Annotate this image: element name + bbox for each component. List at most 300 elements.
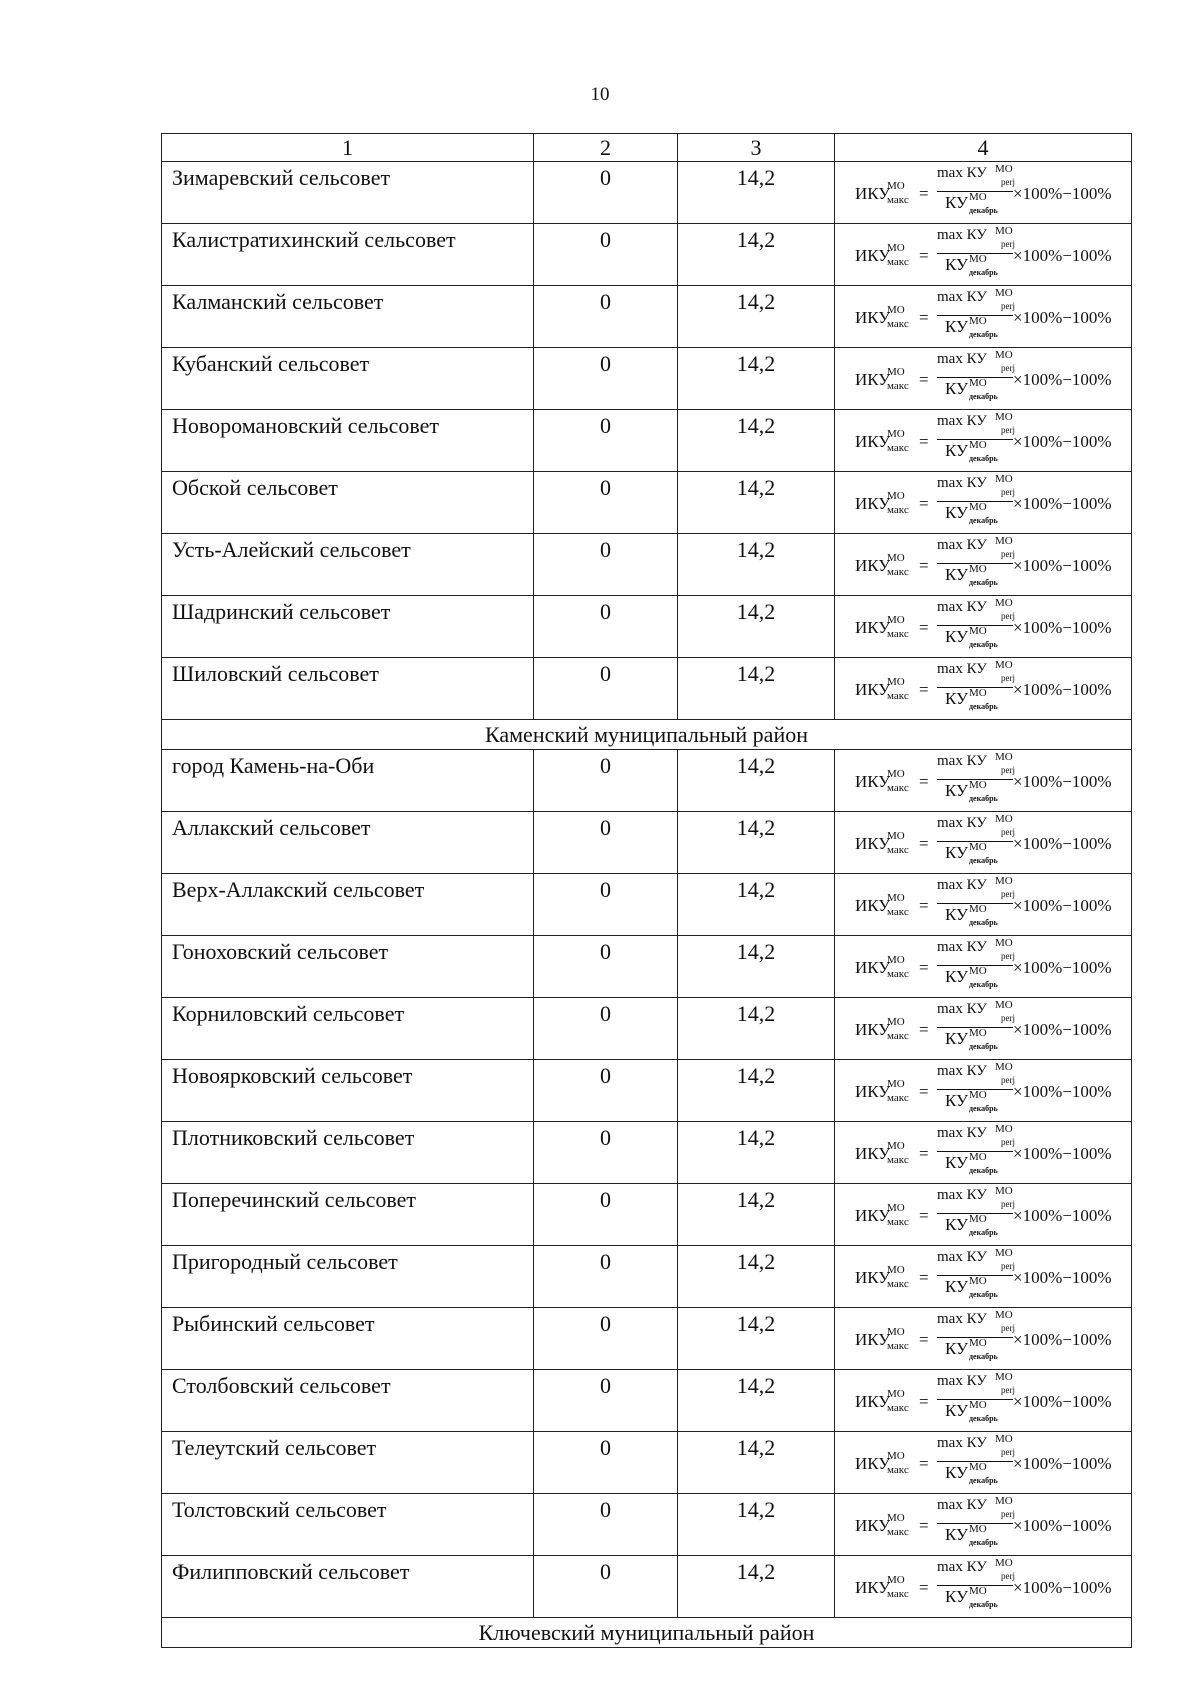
formula-numerator-superscript: МО [995,659,1013,671]
table-row [162,348,1132,410]
formula-numerator: max КУ [937,1435,987,1451]
formula-denominator-subscript: декабрь [969,640,998,649]
formula-numerator: max КУ [937,165,987,181]
formula-lhs: ИКУ [855,1516,891,1535]
table-row [162,658,1132,720]
column-3-value: 14,2 [678,348,835,410]
formula-denominator: КУ [945,1463,969,1482]
formula-denominator: КУ [945,1277,969,1296]
formula-denominator-superscript: МО [969,1151,987,1163]
formula-cell [835,410,1132,472]
formula-numerator: max КУ [937,1187,987,1203]
formula-numerator-superscript: МО [995,937,1013,949]
formula-lhs: ИКУ [855,1578,891,1597]
formula-denominator-superscript: МО [969,191,987,203]
formula-denominator-subscript: декабрь [969,794,998,803]
formula-lhs-superscript: МО [887,1078,905,1090]
formula-denominator-superscript: МО [969,965,987,977]
formula-equals: = [919,958,929,977]
formula-numerator-subscript: perj [1001,1571,1015,1581]
formula-denominator-superscript: МО [969,1213,987,1225]
formula-lhs-superscript: МО [887,490,905,502]
index-formula [845,1494,1127,1552]
formula-lhs-subscript: макс [887,1588,909,1600]
municipality-name: Телеутский сельсовет [162,1432,534,1494]
formula-numerator-superscript: МО [995,1309,1013,1321]
formula-tail: ×100%−100% [1013,772,1112,791]
formula-lhs-superscript: МО [887,366,905,378]
formula-cell [835,1122,1132,1184]
formula-cell [835,874,1132,936]
formula-lhs-subscript: макс [887,1030,909,1042]
municipality-name: Поперечинский сельсовет [162,1184,534,1246]
formula-tail: ×100%−100% [1013,370,1112,389]
formula-denominator-subscript: декабрь [969,980,998,989]
formula-denominator-superscript: МО [969,563,987,575]
formula-lhs: ИКУ [855,1082,891,1101]
formula-numerator-superscript: МО [995,813,1013,825]
column-header-4: 4 [835,134,1132,162]
formula-lhs-subscript: макс [887,256,909,268]
formula-lhs: ИКУ [855,432,891,451]
formula-tail: ×100%−100% [1013,896,1112,915]
formula-lhs: ИКУ [855,1206,891,1225]
formula-cell [835,162,1132,224]
formula-numerator-subscript: perj [1001,1323,1015,1333]
formula-numerator: max КУ [937,1001,987,1017]
formula-denominator-superscript: МО [969,1461,987,1473]
table-row [162,1556,1132,1618]
column-3-value: 14,2 [678,162,835,224]
index-formula [845,1184,1127,1242]
column-2-value: 0 [534,1432,678,1494]
formula-lhs: ИКУ [855,896,891,915]
formula-denominator-superscript: МО [969,903,987,915]
formula-denominator: КУ [945,255,969,274]
formula-denominator-superscript: МО [969,501,987,513]
index-formula [845,750,1127,808]
index-formula [845,596,1127,654]
formula-numerator-subscript: perj [1001,765,1015,775]
formula-cell [835,936,1132,998]
column-2-value: 0 [534,812,678,874]
formula-numerator-superscript: МО [995,1247,1013,1259]
formula-numerator: max КУ [937,599,987,615]
formula-numerator: max КУ [937,939,987,955]
table-row [162,596,1132,658]
formula-lhs: ИКУ [855,834,891,853]
formula-cell [835,998,1132,1060]
formula-denominator: КУ [945,193,969,212]
formula-denominator-superscript: МО [969,315,987,327]
formula-denominator-superscript: МО [969,377,987,389]
formula-numerator-superscript: МО [995,1557,1013,1569]
column-2-value: 0 [534,1060,678,1122]
column-2-value: 0 [534,224,678,286]
formula-lhs: ИКУ [855,680,891,699]
formula-numerator: max КУ [937,1249,987,1265]
index-formula [845,936,1127,994]
formula-numerator-superscript: МО [995,349,1013,361]
formula-lhs-subscript: макс [887,1278,909,1290]
formula-tail: ×100%−100% [1013,1392,1112,1411]
formula-lhs: ИКУ [855,1144,891,1163]
formula-denominator: КУ [945,905,969,924]
formula-denominator: КУ [945,317,969,336]
formula-lhs-subscript: макс [887,442,909,454]
municipality-name: Зимаревский сельсовет [162,162,534,224]
formula-equals: = [919,1578,929,1597]
index-formula [845,1556,1127,1614]
formula-equals: = [919,1454,929,1473]
column-2-value: 0 [534,1308,678,1370]
column-3-value: 14,2 [678,936,835,998]
formula-lhs-subscript: макс [887,628,909,640]
formula-numerator: max КУ [937,413,987,429]
formula-equals: = [919,1516,929,1535]
formula-numerator: max КУ [937,815,987,831]
formula-denominator: КУ [945,441,969,460]
formula-denominator: КУ [945,843,969,862]
formula-equals: = [919,834,929,853]
table-row [162,1246,1132,1308]
formula-equals: = [919,618,929,637]
formula-lhs-superscript: МО [887,242,905,254]
table-row [162,534,1132,596]
formula-denominator: КУ [945,627,969,646]
formula-denominator: КУ [945,781,969,800]
formula-denominator-superscript: МО [969,625,987,637]
column-header-3: 3 [678,134,835,162]
column-2-value: 0 [534,1556,678,1618]
formula-denominator-subscript: декабрь [969,454,998,463]
column-3-value: 14,2 [678,1184,835,1246]
formula-equals: = [919,1268,929,1287]
formula-cell [835,750,1132,812]
column-3-value: 14,2 [678,1432,835,1494]
formula-equals: = [919,184,929,203]
formula-denominator: КУ [945,1401,969,1420]
formula-denominator-subscript: декабрь [969,392,998,401]
formula-numerator-superscript: МО [995,751,1013,763]
formula-cell [835,286,1132,348]
column-3-value: 14,2 [678,1308,835,1370]
formula-lhs: ИКУ [855,1392,891,1411]
formula-denominator: КУ [945,1587,969,1606]
index-formula [845,874,1127,932]
column-2-value: 0 [534,1370,678,1432]
table-row [162,750,1132,812]
table-row [162,224,1132,286]
formula-numerator-subscript: perj [1001,1509,1015,1519]
formula-tail: ×100%−100% [1013,1082,1112,1101]
formula-numerator: max КУ [937,1559,987,1575]
formula-lhs: ИКУ [855,494,891,513]
formula-numerator-superscript: МО [995,535,1013,547]
formula-lhs-subscript: макс [887,782,909,794]
column-2-value: 0 [534,286,678,348]
formula-equals: = [919,432,929,451]
formula-numerator-subscript: perj [1001,1261,1015,1271]
formula-denominator-subscript: декабрь [969,578,998,587]
formula-lhs-subscript: макс [887,1340,909,1352]
formula-numerator-superscript: МО [995,1185,1013,1197]
formula-cell [835,1432,1132,1494]
index-formula [845,534,1127,592]
formula-lhs-superscript: МО [887,768,905,780]
index-formula [845,286,1127,344]
page-number: 10 [590,84,610,105]
formula-equals: = [919,308,929,327]
formula-lhs: ИКУ [855,1454,891,1473]
formula-numerator-superscript: МО [995,225,1013,237]
formula-lhs: ИКУ [855,772,891,791]
column-3-value: 14,2 [678,812,835,874]
index-formula [845,472,1127,530]
table-row [162,874,1132,936]
formula-denominator: КУ [945,1339,969,1358]
formula-lhs-superscript: МО [887,830,905,842]
formula-denominator-subscript: декабрь [969,1042,998,1051]
municipality-name: Калистратихинский сельсовет [162,224,534,286]
formula-numerator: max КУ [937,1125,987,1141]
formula-denominator-subscript: декабрь [969,330,998,339]
column-3-value: 14,2 [678,1556,835,1618]
table-row [162,1432,1132,1494]
table-row [162,1122,1132,1184]
formula-denominator-subscript: декабрь [969,268,998,277]
formula-numerator-superscript: МО [995,1123,1013,1135]
formula-lhs: ИКУ [855,1330,891,1349]
table-row [162,936,1132,998]
index-formula [845,348,1127,406]
table-row [162,1184,1132,1246]
table-row [162,998,1132,1060]
column-2-value: 0 [534,472,678,534]
formula-denominator-subscript: декабрь [969,918,998,927]
formula-lhs-subscript: макс [887,968,909,980]
formula-numerator: max КУ [937,289,987,305]
formula-lhs-superscript: МО [887,1388,905,1400]
table-row [162,1494,1132,1556]
column-3-value: 14,2 [678,1060,835,1122]
formula-equals: = [919,556,929,575]
formula-numerator: max КУ [937,877,987,893]
formula-denominator-superscript: МО [969,841,987,853]
formula-numerator: max КУ [937,475,987,491]
formula-equals: = [919,1020,929,1039]
formula-denominator-subscript: декабрь [969,702,998,711]
column-2-value: 0 [534,874,678,936]
column-3-value: 14,2 [678,750,835,812]
formula-lhs-subscript: макс [887,690,909,702]
formula-numerator: max КУ [937,753,987,769]
formula-denominator-superscript: МО [969,1399,987,1411]
formula-equals: = [919,680,929,699]
column-2-value: 0 [534,596,678,658]
formula-equals: = [919,896,929,915]
formula-equals: = [919,370,929,389]
formula-numerator-subscript: perj [1001,1199,1015,1209]
formula-cell [835,812,1132,874]
formula-equals: = [919,1330,929,1349]
formula-denominator-subscript: декабрь [969,1104,998,1113]
formula-denominator: КУ [945,379,969,398]
municipality-name: город Камень-на-Оби [162,750,534,812]
formula-numerator-subscript: perj [1001,951,1015,961]
column-3-value: 14,2 [678,534,835,596]
formula-numerator-superscript: МО [995,1495,1013,1507]
formula-denominator: КУ [945,503,969,522]
formula-tail: ×100%−100% [1013,308,1112,327]
formula-numerator-subscript: perj [1001,301,1015,311]
index-formula [845,1060,1127,1118]
column-3-value: 14,2 [678,1494,835,1556]
formula-numerator-superscript: МО [995,473,1013,485]
formula-denominator: КУ [945,1215,969,1234]
formula-denominator: КУ [945,1153,969,1172]
formula-denominator-subscript: декабрь [969,856,998,865]
formula-lhs-superscript: МО [887,1264,905,1276]
formula-lhs-subscript: макс [887,318,909,330]
formula-equals: = [919,494,929,513]
formula-lhs-superscript: МО [887,1512,905,1524]
formula-lhs-superscript: МО [887,1140,905,1152]
formula-equals: = [919,1392,929,1411]
formula-numerator: max КУ [937,1311,987,1327]
formula-equals: = [919,1144,929,1163]
formula-denominator: КУ [945,565,969,584]
municipality-name: Шиловский сельсовет [162,658,534,720]
formula-lhs: ИКУ [855,556,891,575]
formula-cell [835,658,1132,720]
formula-tail: ×100%−100% [1013,834,1112,853]
column-3-value: 14,2 [678,1370,835,1432]
formula-tail: ×100%−100% [1013,1516,1112,1535]
formula-numerator-superscript: МО [995,1433,1013,1445]
column-2-value: 0 [534,750,678,812]
column-3-value: 14,2 [678,596,835,658]
table-row [162,286,1132,348]
formula-lhs: ИКУ [855,958,891,977]
formula-denominator-superscript: МО [969,687,987,699]
formula-denominator-subscript: декабрь [969,1600,998,1609]
formula-lhs-superscript: МО [887,180,905,192]
formula-lhs-superscript: МО [887,1574,905,1586]
formula-equals: = [919,1206,929,1225]
formula-cell [835,534,1132,596]
formula-denominator-subscript: декабрь [969,1228,998,1237]
formula-tail: ×100%−100% [1013,1206,1112,1225]
formula-numerator-superscript: МО [995,999,1013,1011]
formula-lhs-subscript: макс [887,194,909,206]
column-2-value: 0 [534,998,678,1060]
column-3-value: 14,2 [678,410,835,472]
formula-tail: ×100%−100% [1013,432,1112,451]
municipality-name: Аллакский сельсовет [162,812,534,874]
formula-tail: ×100%−100% [1013,494,1112,513]
formula-denominator-subscript: декабрь [969,1352,998,1361]
index-formula [845,1308,1127,1366]
column-3-value: 14,2 [678,1246,835,1308]
municipality-name: Верх-Аллакский сельсовет [162,874,534,936]
formula-denominator: КУ [945,1091,969,1110]
index-formula [845,1122,1127,1180]
formula-denominator-superscript: МО [969,1089,987,1101]
tariff-index-table [161,133,1132,1648]
table-row [162,812,1132,874]
index-formula [845,1246,1127,1304]
table-body [162,134,1132,1648]
formula-lhs-superscript: МО [887,614,905,626]
index-formula [845,410,1127,468]
formula-denominator-subscript: декабрь [969,206,998,215]
formula-numerator-subscript: perj [1001,239,1015,249]
index-formula [845,162,1127,220]
formula-lhs: ИКУ [855,246,891,265]
formula-denominator-subscript: декабрь [969,1538,998,1547]
column-2-value: 0 [534,348,678,410]
formula-lhs-superscript: МО [887,1016,905,1028]
formula-numerator-subscript: perj [1001,177,1015,187]
formula-numerator-superscript: МО [995,597,1013,609]
formula-numerator: max КУ [937,661,987,677]
formula-numerator-superscript: МО [995,875,1013,887]
formula-denominator: КУ [945,967,969,986]
formula-denominator-superscript: МО [969,253,987,265]
table-row [162,410,1132,472]
formula-denominator-superscript: МО [969,779,987,791]
column-3-value: 14,2 [678,224,835,286]
column-2-value: 0 [534,1494,678,1556]
formula-tail: ×100%−100% [1013,556,1112,575]
formula-numerator-superscript: МО [995,411,1013,423]
formula-cell [835,1308,1132,1370]
formula-denominator: КУ [945,1029,969,1048]
formula-numerator: max КУ [937,227,987,243]
municipality-name: Филипповский сельсовет [162,1556,534,1618]
formula-numerator-subscript: perj [1001,827,1015,837]
formula-denominator-superscript: МО [969,1275,987,1287]
formula-lhs-subscript: макс [887,1154,909,1166]
table-row [162,162,1132,224]
column-2-value: 0 [534,1184,678,1246]
formula-numerator: max КУ [937,1063,987,1079]
section-row [162,720,1132,750]
formula-lhs-superscript: МО [887,552,905,564]
column-2-value: 0 [534,1122,678,1184]
table-row [162,1370,1132,1432]
formula-cell [835,472,1132,534]
formula-lhs: ИКУ [855,184,891,203]
formula-numerator-subscript: perj [1001,487,1015,497]
formula-lhs: ИКУ [855,1268,891,1287]
formula-lhs-subscript: макс [887,1092,909,1104]
formula-lhs: ИКУ [855,1020,891,1039]
formula-tail: ×100%−100% [1013,246,1112,265]
formula-lhs: ИКУ [855,308,891,327]
municipality-name: Плотниковский сельсовет [162,1122,534,1184]
index-formula [845,658,1127,716]
formula-lhs-superscript: МО [887,676,905,688]
formula-lhs-subscript: макс [887,566,909,578]
formula-denominator-subscript: декабрь [969,1476,998,1485]
formula-cell [835,224,1132,286]
section-title: Каменский муниципальный район [162,720,1132,750]
municipality-name: Столбовский сельсовет [162,1370,534,1432]
formula-lhs-subscript: макс [887,1464,909,1476]
formula-numerator-superscript: МО [995,163,1013,175]
